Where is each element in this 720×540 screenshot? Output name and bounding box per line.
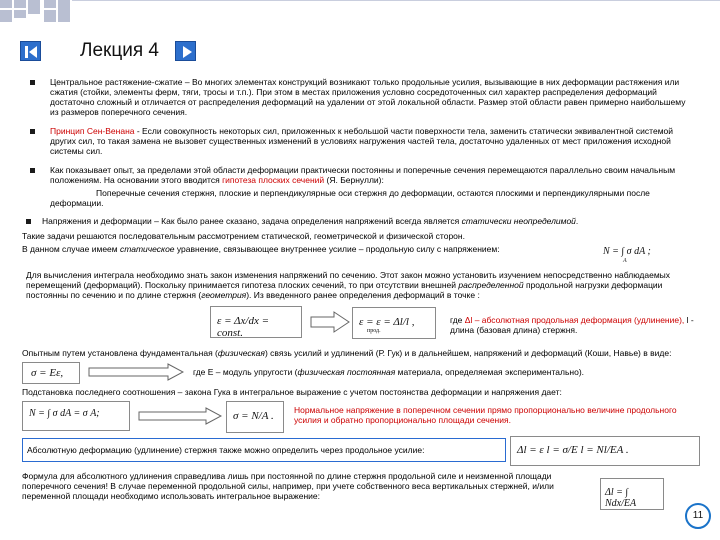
text-line-sides: Такие задачи решаются последовательным рассмотрением статической, геометрической и физической сторон. [22, 231, 465, 241]
normal-stress-statement: Нормальное напряжение в поперечном сечении прямо пропорционально величине продольного усилия и обратно пропорционально площади сечения. [294, 405, 677, 425]
header-decoration [0, 0, 720, 24]
paragraph-hooke: Опытным путем установлена фундаментальная (физическая) связь усилий и удлинений (Р. Гук) и в дальнейшем, напряжений и деформаций (Коши, Навье) в виде: [22, 348, 672, 358]
formula-abs-deformation: Δl = ε l = σ/E l = Nl/EA . [510, 436, 700, 466]
paragraph-substitution: Подстановка последнего соотношения – закона Гука в интегральное выражение с учетом постоянства деформации и напряжения дает: [22, 387, 562, 397]
formula-integral-elongation: Δl = ∫ Ndx/EA [600, 478, 664, 510]
formula-hooke: σ = Eε, [22, 362, 80, 384]
hypothesis-statement: Поперечные сечения стержня, плоские и перпендикулярные оси стержня до деформации, остаются плоскими и перпендикулярными после деформации. [50, 188, 650, 208]
triangle-left-icon [29, 46, 37, 58]
arrow-right-icon [138, 407, 222, 425]
formula-integral-n: N = ∫ σ dA = σ A; [22, 401, 130, 431]
bullet-icon [26, 219, 31, 224]
paragraph-integral: Для вычисления интеграла необходимо знать закон изменения напряжений по сечению. Этот закон можно установить изучением непосредственно наблюдаемых перемещений (деформаций). Поскольку принимается гипотеза плоских сечений, то при отсутствии внешней распределенной продольной нагрузки деформации постоянны по сечению и по длине стержня (геометрия). Из введенного ранее определения деформаций в точке : [26, 270, 671, 300]
formula-normal-stress: σ = N/A . [226, 401, 284, 433]
text-line-static: В данном случае имеем статическое уравнение, связывающее внутреннее усилие – продольную силу с напряжением: [22, 244, 500, 254]
paragraph-variable-force: Формула для абсолютного удлинения справедлива лишь при постоянной по длине стержня продольной силе и неизменной площади поперечного сечения! В случае переменной продольной силы, например, при учете собственного веса вертикальных стержней, и/или переменной площади необходимо использовать интегральное выражение: [22, 471, 554, 501]
bullet-icon [30, 80, 35, 85]
formula-strain-longitudinal: ε = ε = Δl/l , прод. [352, 307, 436, 339]
paragraph-saint-venant: Принцип Сен-Венана - Если совокупность некоторых сил, приложенных к небольшой части поверхности тела, заменить статически эквивалентной системой других сил, то такая замена не вызовет существенных изменений в условиях нагружения частей тела, достаточно удаленных от мест приложения исходной системы сил. [50, 126, 674, 156]
paragraph-tension: Центральное растяжение-сжатие – Во многих элементах конструкций возникают только продольные усилия, вызывающие в них деформации растяжения или сжатия (стойки, элементы ферм, тяги, тросы и т.п.). При этом в местах приложения условно сосредоточенных сил характер распределения деформаций достаточно сложный и отличается от распределения деформаций на удалении от этой локальной области. Размер этой области равен примерно наибольшему из размеров поперечного сечения. [50, 77, 686, 117]
prev-slide-button[interactable] [20, 41, 41, 61]
paragraph-hypothesis: Как показывает опыт, за пределами этой области деформации практически постоянны и поперечные сечения перемещаются параллельно своим начальным положениям. На основании этого вводится гипотеза плоских сечений (Я. Бернулли): [50, 165, 676, 185]
paragraph-stresses: Напряжения и деформации – Как было ранее сказано, задача определения напряжений всегда является статически неопределимой. [42, 216, 579, 226]
definition-delta-l: где Δl – абсолютная продольная деформация (удлинение), l - длина (базовая длина) стержня. [450, 315, 694, 335]
next-slide-button[interactable] [175, 41, 196, 61]
formula-static: N = ∫ σ dA ; A [598, 240, 660, 266]
page-title: Лекция 4 [80, 40, 159, 61]
abs-deformation-text: Абсолютную деформацию (удлинение) стержня также можно определить через продольное усилие: [22, 438, 506, 462]
triangle-right-icon [183, 46, 192, 58]
page-number: 11 [685, 503, 711, 529]
formula-strain-point: ε = Δx/dx = const. [210, 306, 302, 338]
arrow-right-icon [88, 363, 184, 381]
skip-back-icon [25, 46, 28, 58]
bullet-icon [30, 168, 35, 173]
definition-modulus: где E – модуль упругости (физическая постоянная материала, определяемая экспериментально). [193, 367, 585, 377]
arrow-right-icon [310, 311, 350, 333]
bullet-icon [30, 129, 35, 134]
